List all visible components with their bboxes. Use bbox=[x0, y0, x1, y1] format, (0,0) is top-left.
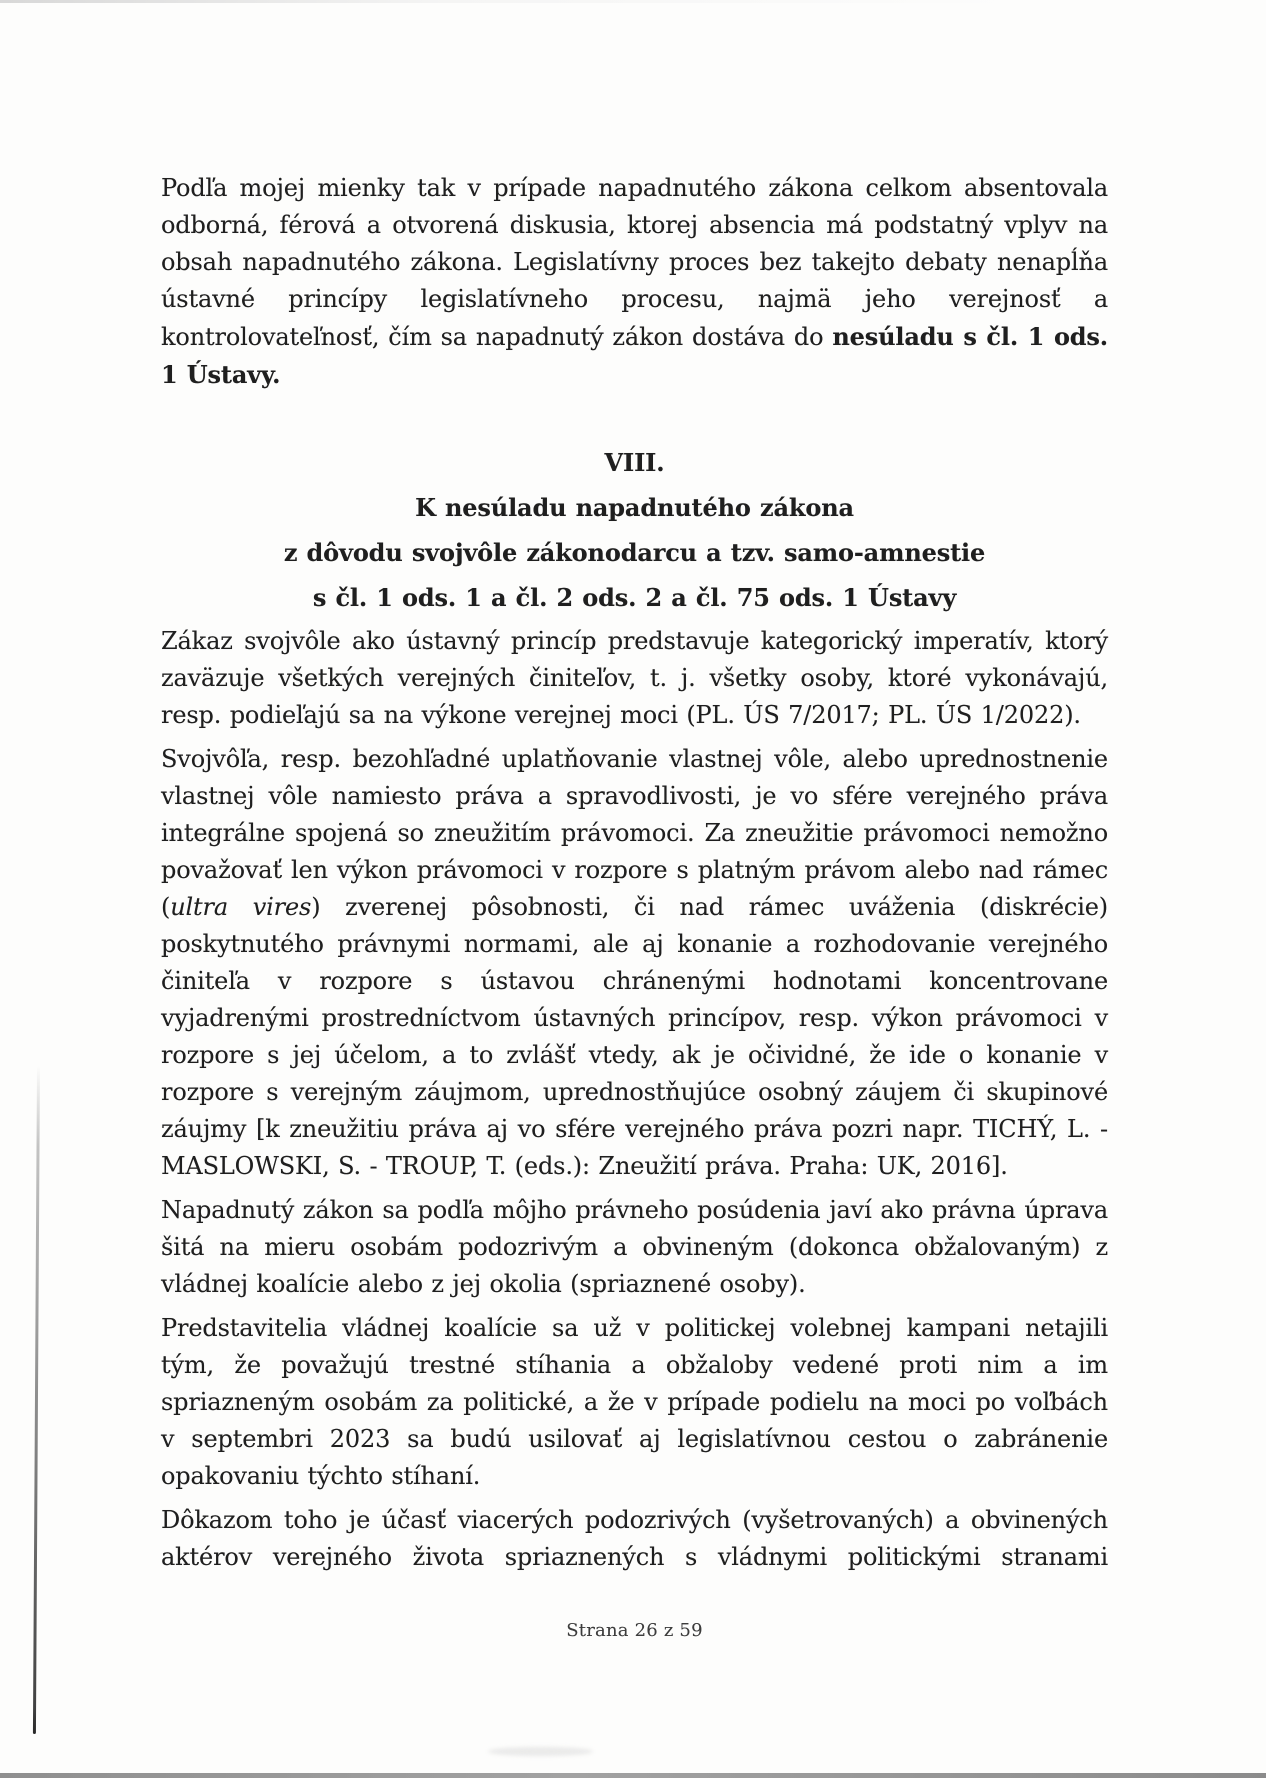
page-footer bbox=[161, 1620, 1108, 1641]
scan-artifact-vertical-line bbox=[33, 1066, 40, 1734]
paragraph-zakaz-svojvole: Zákaz svojvôle ako ústavný princíp predstavuje kategorický imperatív, ktorý zaväzuje všetkých verejných činiteľov, t. j. všetky osoby, ktoré vykonávajú, resp. podieľajú sa na výkone verejnej moci (PL. ÚS 7/2017; PL. ÚS 1/2022). bbox=[161, 627, 1108, 729]
paragraph-predstavitelia-koalicie: Predstavitelia vládnej koalície sa už v politickej volebnej kampani netajili tým, že považujú trestné stíhania a obžaloby vedené proti nim a im spriazneným osobám za politické, a že v prípade podielu na moci po voľbách v septembri 2023 sa budú usilovať aj legislatívnou cestou o zabránenie opakovaniu týchto stíhaní. bbox=[161, 1314, 1108, 1490]
paragraph-legislative-process bbox=[161, 170, 1108, 394]
section-heading bbox=[161, 440, 1108, 620]
latin-term-italic: ultra vires bbox=[170, 893, 312, 921]
paragraph-text: Podľa mojej mienky tak v prípade napadnutého zákona celkom absentovala odborná, férová a otvorená diskusia, ktorej absencia má podstatný vplyv na obsah napadnutého zákona. Legislatívny proces bez takejto debaty nenapĺňa ústavné princípy legislatívneho procesu, najmä jeho verejnosť a kontrolovateľnosť, čím sa napadnutý zákon dostáva do bbox=[161, 174, 1108, 351]
document-body bbox=[161, 170, 1108, 1583]
paragraph-dokazom: Dôkazom toho je účasť viacerých podozrivých (vyšetrovaných) a obvinených aktérov verejného života spriaznených s vládnymi politickými stranami bbox=[161, 1506, 1108, 1571]
paragraph-bold-citation: nesúladu s čl. 1 ods. 1 Ústavy. bbox=[161, 322, 1108, 389]
paragraph-text: ) zverenej pôsobnosti, či nad rámec uváženia (diskrécie) poskytnutého právnymi normami, ale aj konanie a rozhodovanie verejného činiteľa v rozpore s ústavou chránenými hodnotami koncentrovane vyjadrenými prostredníctvom ústavných princípov, resp. výkon právomoci v rozpore s jej účelom, a to zvlášť vtedy, ak je očividné, že ide o konanie v rozpore s verejným záujmom, uprednostňujúce osobný záujem či skupinové záujmy [k zneužitiu práva aj vo sfére verejného práva pozri napr. TICHÝ, L. - MASLOWSKI, S. - TROUP, T. (eds.): Zneužití práva. Praha: UK, 2016]. bbox=[161, 893, 1109, 1180]
page-number-label: Strana 26 z 59 bbox=[566, 1620, 703, 1641]
section-title-line-3: s čl. 1 ods. 1 a čl. 2 ods. 2 a čl. 75 ods. 1 Ústavy bbox=[312, 583, 957, 612]
paragraph-text: Svojvôľa, resp. bezohľadné uplatňovanie vlastnej vôle, alebo uprednostnenie vlastnej vôle namiesto práva a spravodlivosti, je vo sfére verejného práva integrálne spojená so zneužitím právomoci. Za zneužitie právomoci nemožno považovať len výkon právomoci v rozpore s platným právom alebo nad rámec ( bbox=[161, 745, 1108, 921]
section-title-line-1: K nesúladu napadnutého zákona bbox=[415, 493, 854, 522]
section-numeral: VIII. bbox=[604, 448, 665, 477]
scan-edge-bottom bbox=[0, 1773, 1266, 1778]
section-title-line-2: z dôvodu svojvôle zákonodarcu a tzv. samo-amnestie bbox=[283, 538, 986, 567]
scan-edge-top bbox=[0, 0, 1266, 3]
scan-smudge bbox=[488, 1747, 593, 1756]
paragraph-svojvola-zneuzitie bbox=[161, 741, 1108, 1185]
paragraph-napadnuty-zakon: Napadnutý zákon sa podľa môjho právneho posúdenia javí ako právna úprava šitá na mieru osobám podozrivým a obvineným (dokonca obžalovaným) z vládnej koalície alebo z jej okolia (spriaznené osoby). bbox=[161, 1196, 1108, 1298]
